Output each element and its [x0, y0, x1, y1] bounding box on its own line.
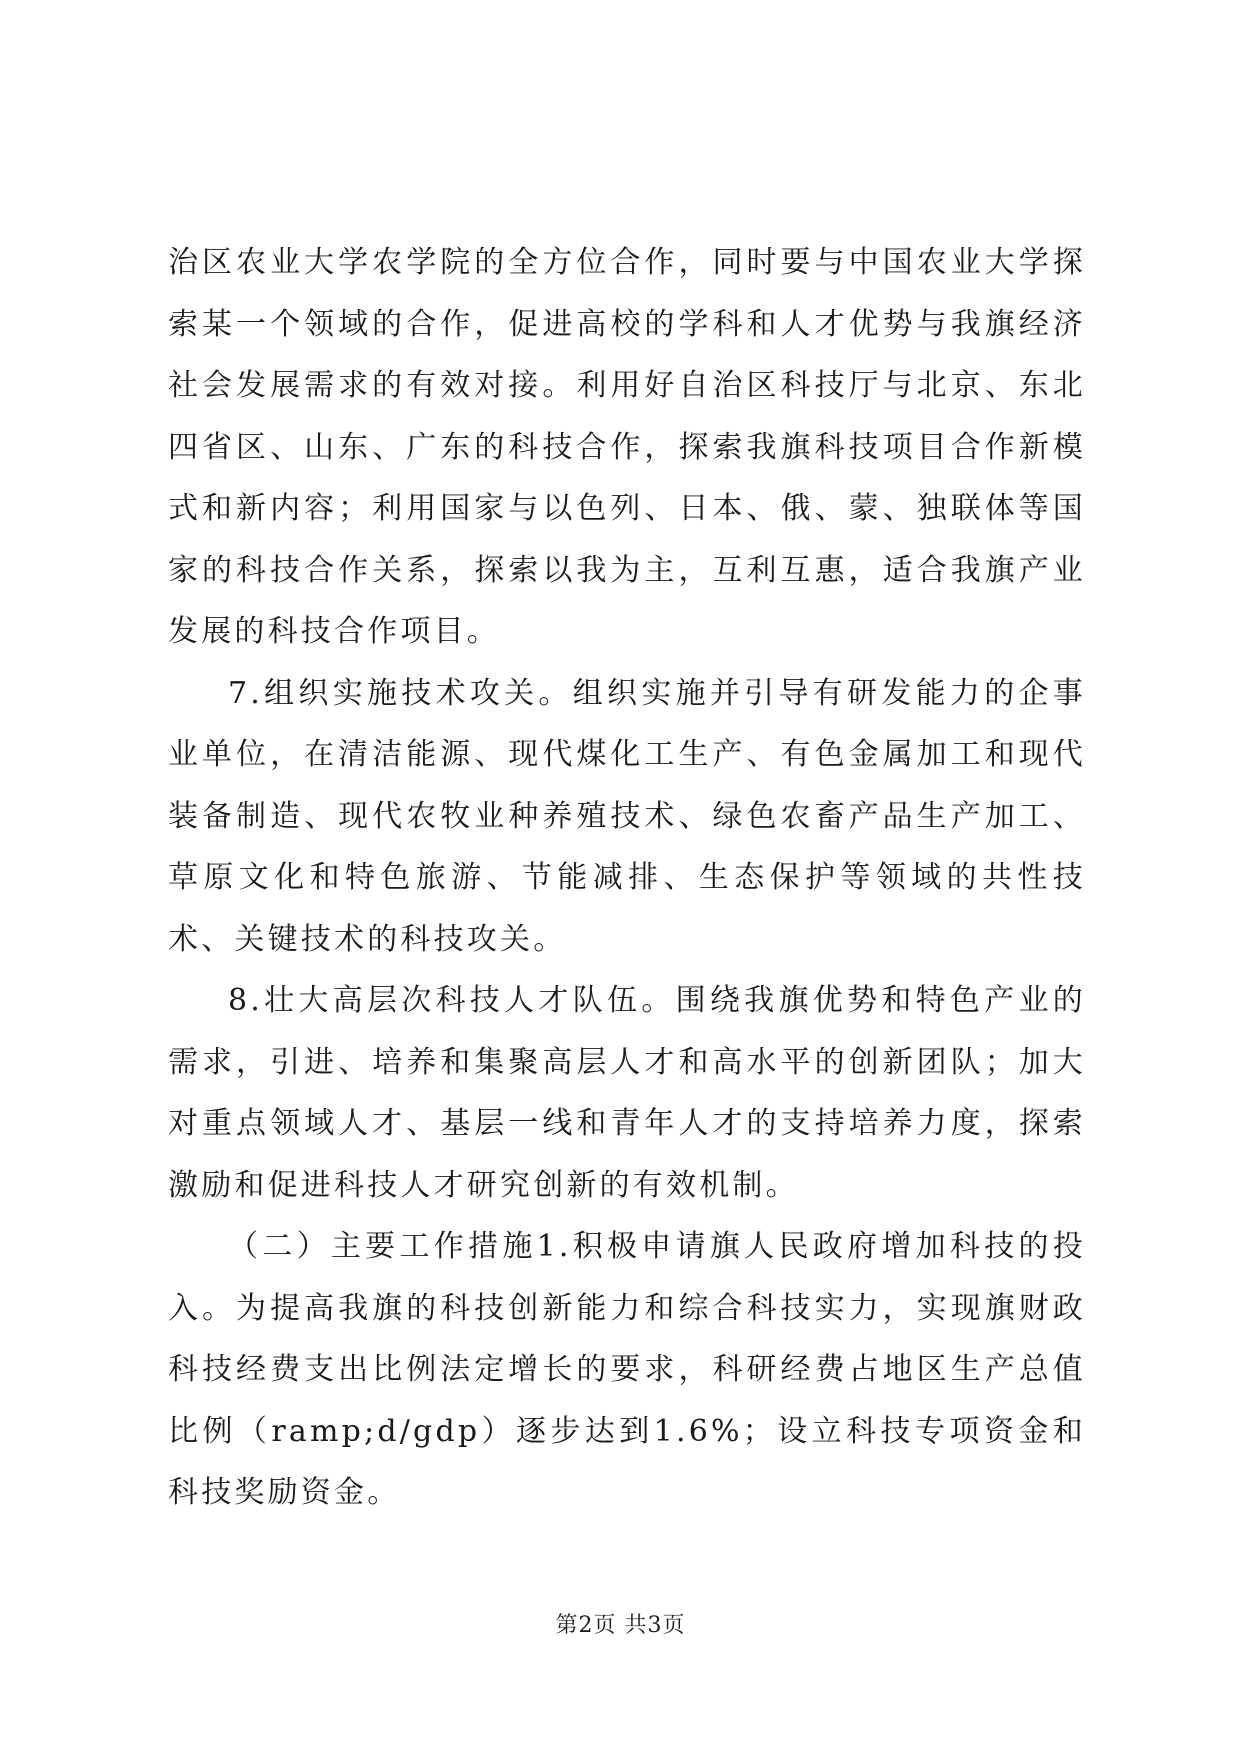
paragraph-talent-team: 8.壮大高层次科技人才队伍。围绕我旗优势和特色产业的需求，引进、培养和集聚高层人才和高水平的创新团队；加大对重点领域人才、基层一线和青年人才的支持培养力度，探索激励和促进科技人才研究创新的有效机制。 — [168, 983, 1086, 1203]
paragraph-main-measures: （二）主要工作措施1.积极申请旗人民政府增加科技的投入。为提高我旗的科技创新能力和综合科技实力，实现旗财政科技经费支出比例法定增长的要求，科研经费占地区生产总值比例（ramp;d/gdp）逐步达到1.6%；设立科技专项资金和科技奖励资金。 — [168, 1229, 1086, 1510]
paragraph-cooperation: 治区农业大学农学院的全方位合作，同时要与中国农业大学探索某一个领域的合作，促进高校的学科和人才优势与我旗经济社会发展需求的有效对接。利用好自治区科技厅与北京、东北四省区、山东、广东的科技合作，探索我旗科技项目合作新模式和新内容；利用国家与以色列、日本、俄、蒙、独联体等国家的科技合作关系，探索以我为主，互利互惠，适合我旗产业发展的科技合作项目。 — [168, 245, 1086, 649]
page-number-footer: 第2页 共3页 — [555, 1613, 686, 1638]
document-body — [168, 232, 1086, 1524]
paragraph-tech-research: 7.组织实施技术攻关。组织实施并引导有研发能力的企事业单位，在清洁能源、现代煤化工生产、有色金属加工和现代装备制造、现代农牧业种养殖技术、绿色农畜产品生产加工、草原文化和特色旅游、节能减排、生态保护等领域的共性技术、关键技术的科技攻关。 — [168, 675, 1086, 957]
